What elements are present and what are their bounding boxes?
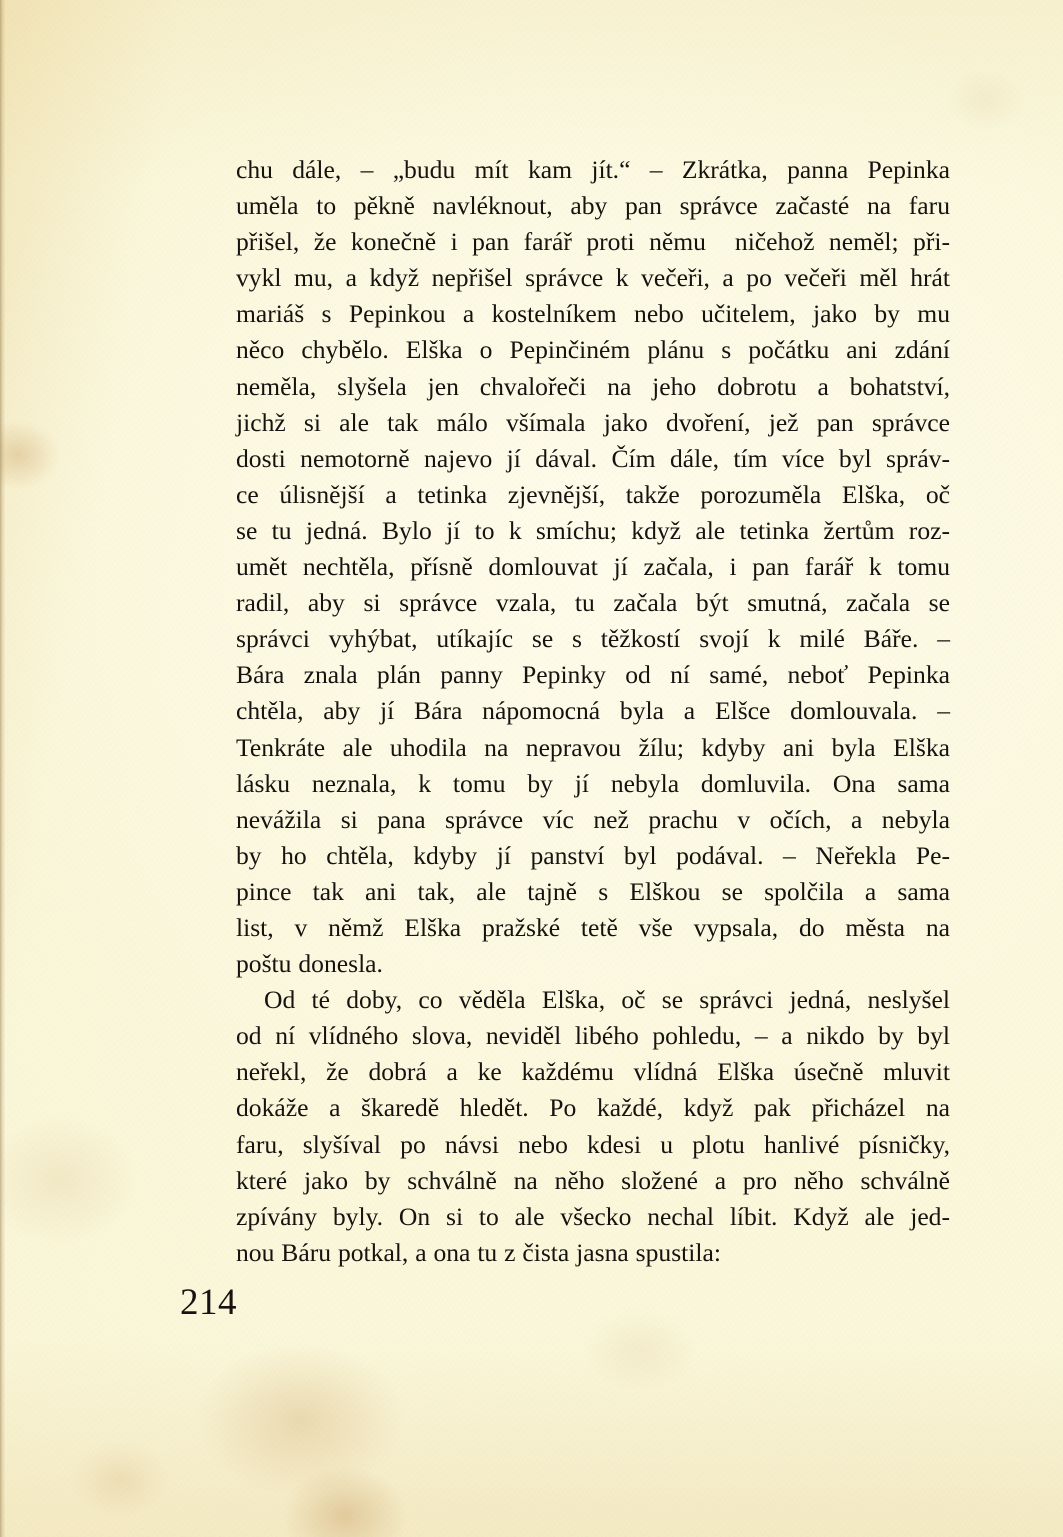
text-line: mariáš s Pepinkou a kostelníkem nebo učitelem, jako by mu (236, 299, 950, 329)
text-line: jichž si ale tak málo všímala jako dvoření, jež pan správce (236, 407, 950, 437)
text-line: by ho chtěla, kdyby jí panství byl podával. – Neřekla Pe- (236, 840, 950, 870)
text-line: správci vyhýbat, utíkajíc se s těžkostí svojí k milé Báře. – (236, 624, 950, 654)
text-line: Od té doby, co věděla Elška, oč se správci jedná, neslyšel (264, 985, 950, 1015)
page-text-block (236, 152, 950, 1271)
text-line: dokáže a škaredě hledět. Po každé, když pak přicházel na (236, 1093, 950, 1123)
text-line: nou Báru potkal, a ona tu z čista jasna spustila: (236, 1237, 721, 1267)
paragraph (236, 152, 950, 982)
text-line: Bára znala plán panny Pepinky od ní samé, neboť Pepinka (236, 660, 950, 690)
text-line: neřekl, že dobrá a ke každému vlídná Elška úsečně mluvit (236, 1057, 950, 1087)
text-line: umět nechtěla, přísně domlouvat jí začala, i pan farář k tomu (236, 552, 950, 582)
text-line: ce úlisnější a tetinka zjevnější, takže porozuměla Elška, oč (236, 479, 950, 509)
text-line: něco chybělo. Elška o Pepinčiném plánu s počátku ani zdání (236, 335, 950, 365)
text-line: chtěla, aby jí Bára nápomocná byla a Elšce domlouvala. – (236, 696, 950, 726)
text-line: se tu jedná. Bylo jí to k smíchu; když ale tetinka žertům roz- (236, 515, 950, 545)
text-line: dosti nemotorně najevo jí dával. Čím dále, tím více byl správ- (236, 443, 950, 473)
text-line: nevážila si pana správce víc než prachu v očích, a nebyla (236, 804, 950, 834)
text-line: list, v němž Elška pražské tetě vše vypsala, do města na (236, 912, 950, 942)
text-line: pince tak ani tak, ale tajně s Elškou se spolčila a sama (236, 876, 950, 906)
text-line: poštu donesla. (236, 949, 383, 979)
page-number: 214 (180, 1282, 237, 1323)
text-line: uměla to pěkně navléknout, aby pan správce začasté na faru (236, 191, 950, 221)
text-line: lásku neznala, k tomu by jí nebyla domluvila. Ona sama (236, 768, 950, 798)
text-line: které jako by schválně na něho složené a pro něho schválně (236, 1165, 950, 1195)
text-line: chu dále, – „budu mít kam jít.“ – Zkrátka, panna Pepinka (236, 155, 950, 184)
text-line: přišel, že konečně i pan farář proti němu ničehož neměl; při- (236, 227, 950, 257)
text-line: zpívány byly. On si to ale všecko nechal líbit. Když ale jed- (236, 1201, 950, 1231)
text-line: neměla, slyšela jen chvalořeči na jeho dobrotu a bohatství, (236, 371, 950, 401)
text-line: Tenkráte ale uhodila na nepravou žílu; kdyby ani byla Elška (236, 732, 950, 762)
scan-edge-shadow (0, 0, 5, 1537)
text-line: od ní vlídného slova, neviděl libého pohledu, – a nikdo by byl (236, 1021, 950, 1051)
paragraph (236, 982, 950, 1271)
text-line: radil, aby si správce vzala, tu začala být smutná, začala se (236, 588, 950, 618)
text-line: faru, slyšíval po návsi nebo kdesi u plotu hanlivé písničky, (236, 1129, 950, 1159)
text-line: vykl mu, a když nepřišel správce k večeři, a po večeři měl hrát (236, 263, 950, 293)
